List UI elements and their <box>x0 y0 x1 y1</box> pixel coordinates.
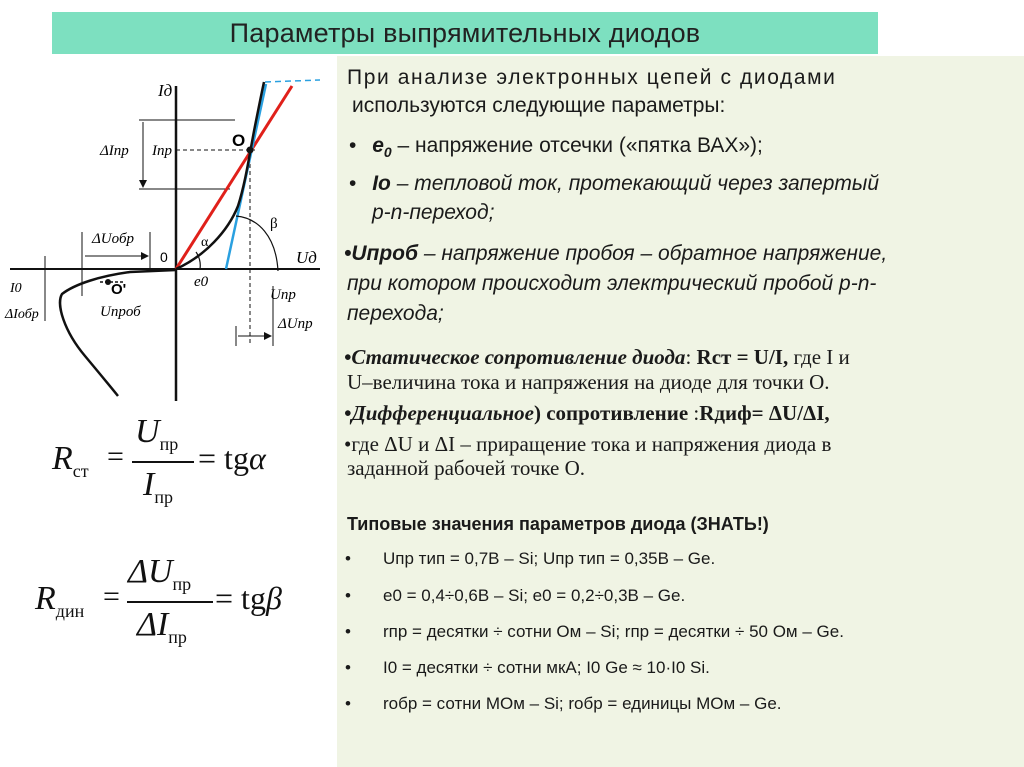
diff-resistance-line: •Дифференциальное) сопротивление :Rдиф= ΔU/ΔI, <box>344 401 830 425</box>
label-i0: I0 <box>10 281 22 296</box>
label-zero: 0 <box>160 249 168 265</box>
static-term: •Статическое сопротивление диода <box>344 345 686 369</box>
label-point-o2: O' <box>111 281 127 298</box>
static-formula: Rст = U/I, <box>696 345 789 369</box>
rst-num: $U_{пр}$ <box>135 413 179 454</box>
diff-desc-2: заданной рабочей точке O. <box>347 456 586 480</box>
rdin-eq: = <box>103 580 120 613</box>
blue-dashed <box>265 80 320 82</box>
diff-term: •Дифференциальное <box>344 401 534 425</box>
typical-bullet: • <box>345 586 351 605</box>
rst-lhs: $R_{ст}$ <box>52 440 89 481</box>
rst-eq: = <box>107 440 124 473</box>
intro-line-2: используются следующие параметры: <box>352 94 726 117</box>
title-bar <box>52 12 878 54</box>
param-uprob-desc-1: – напряжение пробоя – обратное напряжение, <box>418 242 888 265</box>
param-io-desc-2: p-n-переход; <box>372 201 495 224</box>
label-id: Iд <box>158 81 173 100</box>
static-resistance-line: •Статическое сопротивление диода: Rст = U/I, где I и <box>344 345 850 369</box>
bullet: • <box>349 134 357 157</box>
point-o-marker <box>247 147 254 154</box>
label-beta: β <box>270 216 278 232</box>
param-uprob <box>344 242 887 266</box>
typical-item: e0 = 0,4÷0,6В – Si; e0 = 0,2÷0,3В – Ge. <box>383 586 686 605</box>
rst-den: $I_{пр}$ <box>143 466 173 507</box>
typical-item: Uпр тип = 0,7В – Si; Uпр тип = 0,35В – Ge. <box>383 549 716 568</box>
param-io: • Io – тепловой ток, протекающий через запертый <box>349 172 880 195</box>
typical-item: rпр = десятки ÷ сотни Ом – Si; rпр = десятки ÷ 50 Ом – Ge. <box>383 622 844 641</box>
label-e0: e0 <box>194 274 209 290</box>
param-io-desc-1: – тепловой ток, протекающий через запертый <box>390 172 880 195</box>
iv-characteristic-diagram <box>0 56 337 426</box>
label-delta-iobr: ΔIобр <box>5 307 39 322</box>
rdin-den: $\Delta I_{пр}$ <box>137 606 187 647</box>
typical-bullet: • <box>345 658 351 677</box>
rdin-lhs: $R_{дин}$ <box>35 580 85 621</box>
rdin-fraction-bar <box>127 601 213 603</box>
param-io-term: Io <box>372 172 391 195</box>
param-uprob-desc-3: перехода; <box>347 302 444 325</box>
static-desc-2: U–величина тока и напряжения на диоде для точки O. <box>347 370 830 394</box>
label-alpha: α <box>201 235 209 250</box>
diff-formula: Rдиф= ΔU/ΔI, <box>699 401 830 425</box>
typical-bullet: • <box>345 622 351 641</box>
iv-curve-forward <box>176 82 264 269</box>
param-e0-desc: – напряжение отсечки («пятка ВАХ»); <box>391 134 763 157</box>
label-ud: Uд <box>296 248 317 267</box>
static-line <box>176 86 292 269</box>
typical-bullet: • <box>345 694 351 713</box>
slide-title: Параметры выпрямительных диодов <box>229 17 701 48</box>
label-delta-uobr: ΔUобр <box>92 231 134 247</box>
static-desc-1: где I и <box>788 345 850 369</box>
label-point-o: O <box>232 131 246 150</box>
label-delta-upr: ΔUпр <box>278 316 313 332</box>
typical-heading: Типовые значения параметров диода (ЗНАТЬ!) <box>347 514 769 534</box>
typical-bullet: • <box>345 549 351 568</box>
param-uprob-desc-2: при котором происходит электрический пробой p-n- <box>347 272 877 295</box>
param-e0-term: $e_0$ <box>372 134 392 161</box>
label-uprob: Uпроб <box>100 304 141 320</box>
intro-line-1: При анализе электронных цепей с диодами <box>347 66 837 89</box>
param-e0 <box>349 134 763 160</box>
diff-desc-1: •где ΔU и ΔI – приращение тока и напряжения диода в <box>344 432 832 456</box>
rst-rhs: = tgα <box>198 440 266 476</box>
label-delta-ipr: ΔIпр <box>100 143 129 159</box>
typical-item: rобр = сотни МОм – Si; rобр = единицы МОм – Ge. <box>383 694 782 713</box>
rdin-rhs: = tgβ <box>215 580 282 616</box>
rdin-num: $\Delta U_{пр}$ <box>128 553 192 594</box>
param-uprob-term: •Uпроб <box>344 242 419 265</box>
label-upr: Uпр <box>270 287 296 303</box>
typical-item: I0 = десятки ÷ сотни мкА; I0 Ge ≈ 10·I0 Si. <box>383 658 710 677</box>
rst-fraction-bar <box>132 461 194 463</box>
label-ipr: Iпр <box>152 143 172 159</box>
